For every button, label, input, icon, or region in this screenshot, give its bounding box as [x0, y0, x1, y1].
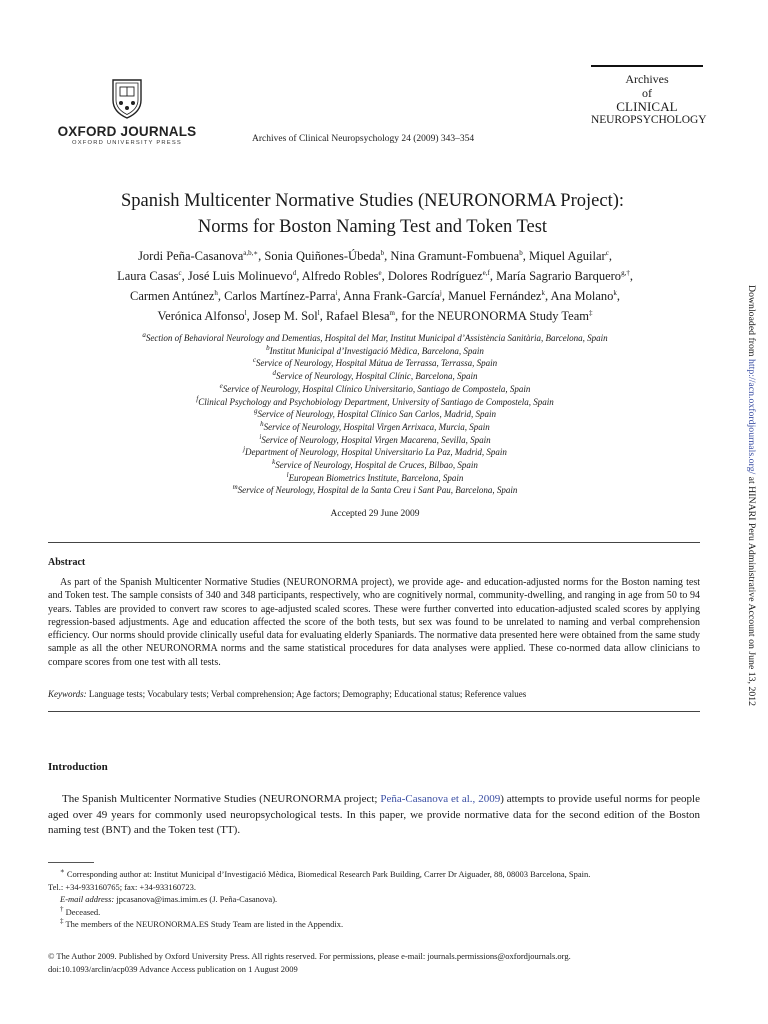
author-name: , for the NEURONORMA Study Team [394, 309, 589, 323]
author-line [40, 246, 710, 266]
masthead-line-1: Archives [625, 72, 669, 86]
abstract-bottom-rule [48, 711, 700, 712]
masthead-line-2: of [642, 85, 652, 100]
affiliation-mark: g [254, 407, 258, 416]
affiliation-item [40, 434, 710, 447]
affiliation-mark: b [266, 343, 270, 352]
affiliation-text: European Biometrics Institute, Barcelona, Spain [288, 472, 464, 483]
author-affiliation-mark: l [317, 308, 320, 317]
title-line-1: Spanish Multicenter Normative Studies (NEURONORMA Project): [120, 191, 625, 211]
affiliation-mark: e [219, 381, 223, 390]
author-name: , Anna Frank-García [337, 289, 440, 303]
author-affiliation-mark: b [380, 248, 385, 257]
email-label: E-mail address: [60, 894, 115, 905]
affiliation-mark: k [272, 458, 276, 467]
email-address[interactable]: jpcasanova@imas.imim.es (J. Peña-Casanova). [116, 894, 278, 905]
affiliation-mark: a [142, 331, 146, 339]
paper-title [40, 188, 705, 240]
accepted-date: Accepted 29 June 2009 [330, 509, 420, 519]
side-note-link[interactable]: http://acn.oxfordjournals.org/ [746, 359, 757, 475]
affiliation-text: Section of Behavioral Neurology and Dementias, Hospital del Mar, Institut Municipal d’Assistència Sanitària, Barcelona, Spain [145, 333, 608, 343]
affiliation-item [40, 484, 710, 497]
author-affiliation-mark: h [214, 288, 218, 297]
author-affiliation-mark: e,f [482, 268, 490, 277]
side-note-after: at HINARI Peru Administrative Account on June 13, 2012 [746, 474, 757, 707]
masthead-line-3: CLINICAL [616, 99, 678, 114]
author-name: , Josep M. Sol [246, 309, 318, 323]
author-line [40, 286, 710, 306]
affiliation-item [40, 332, 710, 345]
author-name: , Dolores Rodríguez [381, 269, 483, 283]
intro-text-before: The Spanish Multicenter Normative Studies (NEURONORMA project; [62, 793, 381, 805]
footnote-tel: Tel.: +34-933160765; fax: +34-933160723. [48, 881, 197, 892]
affiliation-text: Department of Neurology, Hospital Universitario La Paz, Madrid, Spain [245, 447, 507, 458]
copyright-line-1: © The Author 2009. Published by Oxford University Press. All rights reserved. For permissions, please e-mail: journals.permissions@oxfordjournals.org. [48, 951, 571, 961]
affiliation-item [40, 421, 710, 434]
intro-text-after: ) attempts to provide useful norms for people aged over 49 years for commonly used neuropsychological tests. In this paper, we provide normative data for the second edition of the Boston naming test (BNT) and the Token test (TT). [48, 793, 700, 836]
footnote-mark: ‡ [60, 917, 64, 926]
author-name: , María Sagrario Barquero [489, 269, 622, 283]
affiliation-text: Service of Neurology, Hospital Clínico San Carlos, Madrid, Spain [257, 409, 496, 420]
affiliation-mark: c [252, 356, 256, 365]
footnote-mark: ∗ [60, 867, 65, 876]
affiliation-text: Service of Neurology, Hospital Clínic, Barcelona, Spain [275, 371, 478, 382]
author-name: , Ana Molano [544, 289, 614, 303]
author-affiliation-mark: i [335, 288, 338, 297]
author-affiliation-mark: l [244, 308, 247, 317]
introduction-heading: Introduction [48, 761, 108, 773]
abstract-top-rule [48, 542, 700, 543]
author-name: , Rafael Blesa [319, 309, 390, 323]
author-affiliation-mark: c [605, 248, 609, 257]
footnote-team-text: The members of the NEURONORMA.ES Study Team are listed in the Appendix. [65, 919, 344, 930]
author-name: , Sonia Quiñones-Úbeda [258, 249, 381, 263]
author-affiliation-mark: d [292, 268, 297, 277]
author-affiliation-mark: k [613, 288, 617, 297]
author-name: , [629, 269, 633, 283]
affiliation-text: Service of Neurology, Hospital Mútua de Terrassa, Terrassa, Spain [255, 358, 498, 369]
author-name: Carmen Antúnez [130, 289, 215, 303]
affiliation-mark: m [232, 483, 238, 492]
author-name: Verónica Alfonso [157, 309, 245, 323]
footnote-corresponding [48, 868, 700, 881]
author-affiliation-mark: j [439, 288, 442, 297]
affiliation-item [40, 408, 710, 421]
affiliation-mark: d [272, 369, 276, 378]
author-list [40, 246, 710, 326]
affiliation-item [40, 396, 710, 409]
author-affiliation-mark: ‡ [589, 308, 593, 317]
affiliation-text: Service of Neurology, Hospital de la Santa Creu i Sant Pau, Barcelona, Spain [237, 485, 518, 496]
author-affiliation-mark: k [541, 288, 545, 297]
affiliation-item [40, 459, 710, 472]
affiliation-item [40, 446, 710, 459]
publisher-name: OXFORD JOURNALS [57, 124, 197, 139]
affiliation-text: Service of Neurology, Hospital Virgen Macarena, Sevilla, Spain [261, 434, 491, 445]
oxford-crest-icon [109, 76, 145, 120]
footnote-deceased-text: Deceased. [65, 906, 101, 917]
author-name: Jordi Peña-Casanova [138, 249, 244, 263]
introduction-body [48, 792, 700, 839]
footnotes [48, 868, 700, 931]
affiliation-text: Clinical Psychology and Psychobiology Department, University of Santiago de Compostela, Spain [198, 396, 554, 407]
abstract-heading: Abstract [48, 557, 86, 568]
side-note-before: Downloaded from [746, 285, 757, 360]
affiliation-mark: f [196, 394, 199, 403]
footnote-rule [48, 862, 94, 863]
footnote-mark: † [60, 904, 64, 913]
author-affiliation-mark: a,b,∗ [243, 248, 259, 257]
affiliation-text: Service of Neurology, Hospital de Cruces, Bilbao, Spain [275, 460, 478, 471]
affiliation-mark: h [260, 419, 264, 428]
download-side-note [746, 285, 757, 740]
author-name: , [616, 289, 620, 303]
author-name: , Carlos Martínez-Parra [217, 289, 336, 303]
affiliation-mark: j [243, 445, 246, 454]
author-name: Laura Casas [117, 269, 179, 283]
footnote-corresponding-text: Corresponding author at: Institut Municipal d’Investigació Mèdica, Biomedical Research Park Building, Carrer Dr Aiguader, 88, 08003 Barcelona, Spain. [66, 869, 591, 879]
abstract-body: As part of the Spanish Multicenter Normative Studies (NEURONORMA project), we provide age- and education-adjusted norms for the Boston naming test and Token test. The sample consists of 340 and 348 participants, respectively, who are cognitively normal, community-dwelling, and ranging in age from 50 to 94 years. Tables are provided to convert raw scores to age-adjusted scaled scores. These were further converted into education-adjusted scaled scores by applying regression-based adjustments. Age and education affected the score of the both tests, but sex was found to be unrelated to naming and verbal comprehension efficiency. Our norms should provide clinically useful data for evaluating elderly Spaniards. The normative data presented here were obtained from the same study sample as all the other NEURONORMA norms and the same statistical procedures for data analyses were applied. These co-normed data allow clinicians to compare scores from one test with all tests. [48, 577, 700, 668]
footnote-team [48, 918, 700, 931]
author-affiliation-mark: c [178, 268, 182, 277]
author-name: , José Luis Molinuevo [181, 269, 293, 283]
footnote-email [48, 893, 700, 906]
author-affiliation-mark: e [378, 268, 382, 277]
footnote-deceased [48, 906, 700, 919]
affiliation-text: Service of Neurology, Hospital Virgen Arrixaca, Murcia, Spain [263, 421, 490, 432]
affiliation-text: Service of Neurology, Hospital Clínico Universitario, Santiago de Compostela, Spain [222, 383, 531, 394]
author-name: , Alfredo Robles [296, 269, 379, 283]
author-name: , Manuel Fernández [441, 289, 542, 303]
publisher-logo [46, 76, 208, 146]
author-name: , Miquel Aguilar [522, 249, 606, 263]
publisher-subname: OXFORD UNIVERSITY PRESS [72, 140, 182, 146]
affiliation-item [40, 472, 710, 485]
author-name: , Nina Gramunt-Fombuena [384, 249, 520, 263]
affiliation-item [40, 345, 710, 358]
affiliation-item [40, 357, 710, 370]
author-line [40, 266, 710, 286]
title-line-2: Norms for Boston Naming Test and Token Test [197, 217, 548, 237]
affiliation-mark: i [259, 432, 262, 441]
keywords [48, 689, 700, 699]
masthead-line-4: NEUROPSYCHOLOGY [591, 113, 707, 126]
intro-citation-link[interactable]: Peña-Casanova et al., 2009 [380, 793, 501, 805]
affiliation-item [40, 383, 710, 396]
author-name: , [608, 249, 612, 263]
journal-masthead [591, 65, 707, 127]
journal-citation: Archives of Clinical Neuropsychology 24 (2009) 343–354 [252, 134, 475, 144]
author-line [40, 306, 710, 326]
author-affiliation-mark: m [389, 308, 395, 317]
copyright-line-2: doi:10.1093/arclin/acp039 Advance Access publication on 1 August 2009 [48, 963, 298, 974]
affiliation-list [40, 332, 710, 497]
author-affiliation-mark: b [519, 248, 523, 257]
copyright-block [48, 950, 708, 976]
affiliation-item [40, 370, 710, 383]
affiliation-text: Institut Municipal d’Investigació Mèdica, Barcelona, Spain [269, 345, 484, 356]
author-affiliation-mark: g,† [621, 268, 630, 277]
keywords-text: Language tests; Vocabulary tests; Verbal comprehension; Age factors; Demography; Educational status; Reference values [88, 689, 527, 699]
affiliation-mark: l [286, 470, 289, 479]
keywords-label: Keywords: [48, 689, 87, 699]
